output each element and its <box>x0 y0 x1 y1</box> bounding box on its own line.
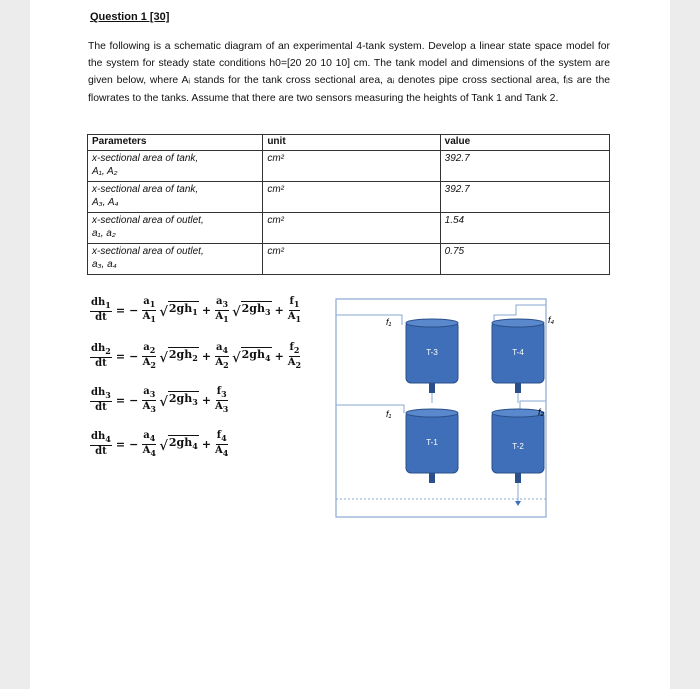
pipe-f1-top <box>336 315 402 325</box>
parameters-table <box>87 134 610 275</box>
tank-t3 <box>406 319 458 393</box>
arrow-down-icon <box>515 501 521 506</box>
tank-label: T-3 <box>426 348 438 357</box>
param-label: x-sectional area of outlet, <box>92 215 204 226</box>
value-cell: 392.7 <box>440 151 609 182</box>
pipe-f1-bottom <box>336 405 404 413</box>
unit-cell: cm² <box>263 182 440 213</box>
param-cell <box>88 213 263 244</box>
tank-t2 <box>492 409 544 483</box>
equation-h2: $\frac{dh_2}{dt}$ = − $\frac{a_2}{A_2}$ √ $2gh_2$ + $\frac{a_4}{A_2}$ √ $2gh_4$ + $\frac{f_2}{A_2}$ <box>91 342 302 370</box>
tank-label: T-1 <box>426 438 438 447</box>
unit-cell: cm² <box>263 151 440 182</box>
value-cell: 1.54 <box>440 213 609 244</box>
question-paragraph: The following is a schematic diagram of an experimental 4-tank system. Develop a linear state space model for the system for steady state conditions h0=[20 20 10 10] cm. The tank model and dimensions of the system are given below, where Aᵢ stands for the tank cross sectional area, aᵢ denotes pipe cross sectional area, fᵢs are the flowrates to the tanks. Assume that there are two sensors measuring the heights of Tank 1 and Tank 2. <box>88 41 610 104</box>
flow-label-f4: f₄ <box>548 315 554 325</box>
value-cell: 0.75 <box>440 244 609 275</box>
param-label: x-sectional area of tank, <box>92 184 199 195</box>
state-equations <box>88 296 308 466</box>
param-symbols: a₁, a₂ <box>92 228 116 239</box>
param-symbols: A₁, A₂ <box>92 166 118 177</box>
param-symbols: A₃, A₄ <box>92 197 119 208</box>
equation-h3: $\frac{dh_3}{dt}$ = − $\frac{a_3}{A_3}$ √ $2gh_3$ + $\frac{f_3}{A_3}$ <box>91 386 229 414</box>
header-value: value <box>440 135 609 151</box>
table-row <box>88 182 610 213</box>
equation-h4: $\frac{dh_4}{dt}$ = − $\frac{a_4}{A_4}$ √ $2gh_4$ + $\frac{f_4}{A_4}$ <box>91 430 229 458</box>
param-cell <box>88 151 263 182</box>
flow-label-f1-top: f₁ <box>386 317 392 327</box>
header-unit: unit <box>263 135 440 151</box>
unit-cell: cm² <box>263 244 440 275</box>
param-label: x-sectional area of tank, <box>92 153 199 164</box>
tank-label: T-4 <box>512 348 524 357</box>
param-cell <box>88 244 263 275</box>
flow-label-f2: f₂ <box>538 407 544 417</box>
unit-cell: cm² <box>263 213 440 244</box>
four-tank-diagram <box>334 295 554 525</box>
table-row <box>88 244 610 275</box>
value-cell: 392.7 <box>440 182 609 213</box>
table-row <box>88 151 610 182</box>
equation-h1: $\frac{dh_1}{dt}$ = − $\frac{a_1}{A_1}$ √ $2gh_1$ + $\frac{a_3}{A_1}$ √ $2gh_3$ + $\frac{f_1}{A_1}$ <box>91 296 302 324</box>
table-row <box>88 213 610 244</box>
flow-label-f1-bottom: f₁ <box>386 409 392 419</box>
table-header-row <box>88 135 610 151</box>
param-label: x-sectional area of outlet, <box>92 246 204 257</box>
question-heading: Question 1 [30] <box>90 11 170 23</box>
document-page <box>30 0 670 689</box>
tank-t4 <box>492 319 544 393</box>
param-symbols: a₃, a₄ <box>92 259 117 270</box>
param-cell <box>88 182 263 213</box>
tank-t1 <box>406 409 458 483</box>
tank-label: T-2 <box>512 442 524 451</box>
header-parameters: Parameters <box>88 135 263 151</box>
